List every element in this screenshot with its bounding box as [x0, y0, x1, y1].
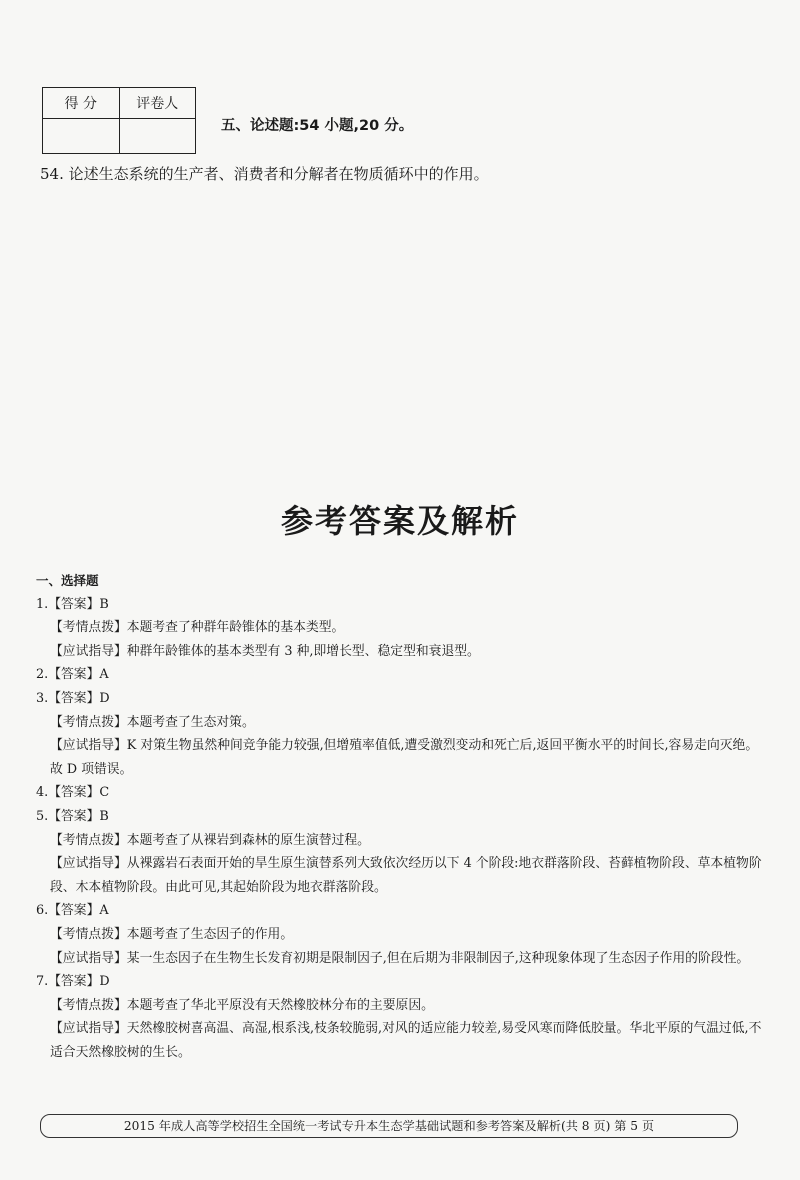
answer-line: 5.【答案】B: [36, 808, 109, 824]
answers-content: [36, 569, 762, 1064]
note-line: 【考情点拨】本题考查了华北平原没有天然橡胶林分布的主要原因。: [50, 997, 434, 1013]
answer-item-3: [36, 687, 762, 781]
note-line: 【应试指导】某一生态因子在生物生长发育初期是限制因子,但在后期为非限制因子,这种现象体现了生态因子作用的阶段性。: [50, 950, 750, 966]
section5-title: 五、论述题:54 小题,20 分。: [221, 118, 414, 134]
answers-heading: 参考答案及解析: [280, 502, 519, 540]
note-line: 【考情点拨】本题考查了种群年龄锥体的基本类型。: [50, 620, 345, 636]
score-table: [42, 87, 196, 154]
note-line: 【考情点拨】本题考查了从裸岩到森林的原生演替过程。: [50, 832, 370, 848]
section1-title: 一、选择题: [36, 573, 99, 588]
answer-item-7: [36, 970, 762, 1064]
answer-item-1: [36, 593, 762, 664]
answer-line: 3.【答案】D: [36, 690, 110, 706]
note-line: 【应试指导】天然橡胶树喜高温、高湿,根系浅,枝条较脆弱,对风的适应能力较差,易受风寒而降低胶量。华北平原的气温过低,不适合天然橡胶树的生长。: [50, 1021, 762, 1060]
score-cell: [43, 119, 120, 154]
note-line: 【考情点拨】本题考查了生态对策。: [50, 714, 255, 730]
note-line: 【应试指导】种群年龄锥体的基本类型有 3 种,即增长型、稳定型和衰退型。: [50, 643, 480, 659]
question-54: 54. 论述生态系统的生产者、消费者和分解者在物质循环中的作用。: [40, 165, 489, 183]
answer-line: 1.【答案】B: [36, 596, 109, 612]
grader-label: 评卷人: [119, 88, 196, 119]
grader-cell: [119, 119, 196, 154]
answer-item-6: [36, 899, 762, 970]
page-footer: 2015 年成人高等学校招生全国统一考试专升本生态学基础试题和参考答案及解析(共 8 页) 第 5 页: [40, 1114, 738, 1138]
answer-item-5: [36, 805, 762, 899]
note-line: 【考情点拨】本题考查了生态因子的作用。: [50, 926, 294, 942]
note-line: 【应试指导】从裸露岩石表面开始的旱生原生演替系列大致依次经历以下 4 个阶段:地衣群落阶段、苔藓植物阶段、草本植物阶段、木本植物阶段。由此可见,其起始阶段为地衣群落阶段。: [50, 856, 762, 895]
answer-line: 4.【答案】C: [36, 785, 110, 801]
answer-item-4: [36, 781, 762, 805]
answer-item-2: [36, 663, 762, 687]
answer-line: 2.【答案】A: [36, 667, 109, 683]
note-line: 【应试指导】K 对策生物虽然种间竞争能力较强,但增殖率值低,遭受激烈变动和死亡后,返回平衡水平的时间长,容易走向灭绝。故 D 项错误。: [50, 738, 759, 777]
answer-line: 7.【答案】D: [36, 974, 110, 990]
answer-line: 6.【答案】A: [36, 903, 109, 919]
score-label: 得 分: [43, 88, 120, 119]
